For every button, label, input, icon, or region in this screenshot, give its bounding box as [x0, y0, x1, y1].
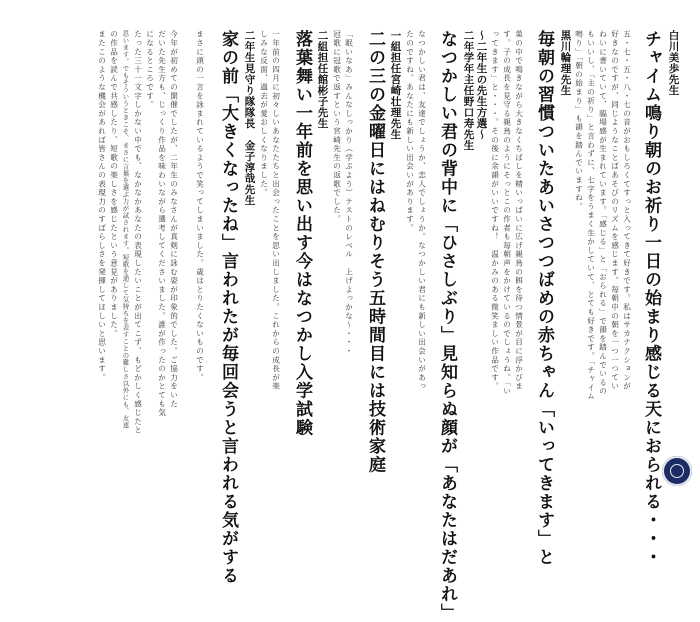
comment-line: 五・七・五・八・七の音がおもしろくてすっと入ってきて好きです。私はサカナクションが	[622, 30, 632, 391]
section-header: ～二年生の先生方選～	[475, 30, 488, 140]
teacher-name-shirakawa: 白川美歩先生	[667, 30, 680, 96]
comment-line: 巣の中で鳴きながら大きなくちばしを精いっぱいに広げ親鳥の餌を待つ情景が目に浮かびま	[514, 30, 524, 391]
closing-line: 思います。でもそういうときこそ、まさに言葉を選ぶ力が試されます。短歌を通して気持ちを表すことの難しさ以外にも、友達	[121, 30, 130, 429]
comment-line: 一年前の四月に初々しいあなたたちと出会ったことを思い出しました。これからの成長が楽	[271, 30, 281, 391]
comment-line: ねいに書いていて、臨場感が生まれています。「感じる」と「おられる」で韻を踏んでいるの	[598, 30, 608, 396]
tanka-in-front-of-house: 家の前「大きくなったね」言われたが毎回会うと言われる気がする	[218, 30, 238, 585]
teacher-name-kaneko: 二年生見守り隊隊長 金子淳哉先生	[243, 30, 256, 206]
teacher-name-miyazaki: 一組担任宮崎壮理先生	[389, 30, 402, 140]
teacher-name-noguchi: 二年学年主任野口寿先生	[462, 30, 475, 151]
tanka-friday: 二の三の金曜日にはねむりそう五時間目には技術家庭	[365, 30, 385, 474]
teacher-name-kurokawa: 黒川輪理先生	[559, 30, 572, 96]
comment-line: しみな反面、過去が愛おしくなりました。	[259, 30, 269, 198]
comment-line: まさに頭の一言を詠まれているようで笑ってしまいました。歳はとりたくないものです。	[195, 30, 205, 382]
school-emblem-icon	[662, 456, 692, 486]
tanka-falling-leaves: 落葉舞い一年前を思い出す今はなつかし入学試験	[292, 30, 312, 437]
comment-line: 鳴り」「朝の始まり」も韻を踏んでいますね。	[574, 30, 584, 211]
comment-line: 冠歌に冠歌で返すという宮崎先生の返歌でした。	[332, 30, 342, 224]
closing-line: たった三十一文字しかない中でも、なかなかあなたの表現したいことが出てこず、もどかしく感じたと	[133, 30, 143, 435]
closing-line: またこのような機会があれば皆さんの表現力のすばらしさを発揮してほしいと思います。	[97, 30, 107, 382]
tanka-morning-habit: 毎朝の習慣ついたあいさつつばめの赤ちゃん「いってきます」と	[534, 30, 554, 567]
tanka-nostalgic-back: なつかしい君の背中に「ひさしぶり」見知らぬ顔が「あなたはだあれ」	[437, 30, 457, 622]
comment-line: 好きなのですが、同じようなことばあそびのリズムを感じます。毎朝中の朝を一つ一つてい	[610, 30, 620, 391]
teacher-name-tachi: 二組担任館彬子先生	[316, 30, 329, 129]
closing-line: だいた先生方も、じっくり作品を味わいながら選考してくださいました。誰が作ったのかとても気	[157, 30, 167, 418]
comment-line: もいいし、「主の祈り」と言わずに、七字をうまく生かしていて、とても好きです。「チャイム	[586, 30, 596, 401]
comment-line: す。子の成長を見守る親鳥のようにそっとこの作者も毎朝声をかけているのでしょうね。「い	[502, 30, 512, 396]
closing-line: になるところです。	[145, 30, 155, 110]
closing-line: 今年が初めての開催でしたが、二年生のみなさんが真剣に詠む姿が印象的でした。ご協力をいた	[169, 30, 179, 409]
comment-line: なつかしい君は、友達でしょうか、恋人でしょうか。なつかしい君にも新しい出会いがあっ	[417, 30, 427, 391]
comment-line: たのですね。あなたにも新しい出会いがあります。	[405, 30, 415, 233]
tanka-chime: チャイム鳴り朝のお祈り一日の始まり感じる天におられる・・・	[641, 30, 661, 567]
comment-line: ってきます」と・・・。その後に余韻がいいですね！ 温かみのある微笑ましい作品です。	[490, 30, 500, 391]
closing-line: の作品を読んで共感したり、短歌の楽しさを感じたという意見がありました。	[109, 30, 119, 338]
comment-line: 「眠いなあ」みんなしっかり（学ぶよう）テストのレベル 上げよっかな〜・・・	[344, 30, 354, 356]
